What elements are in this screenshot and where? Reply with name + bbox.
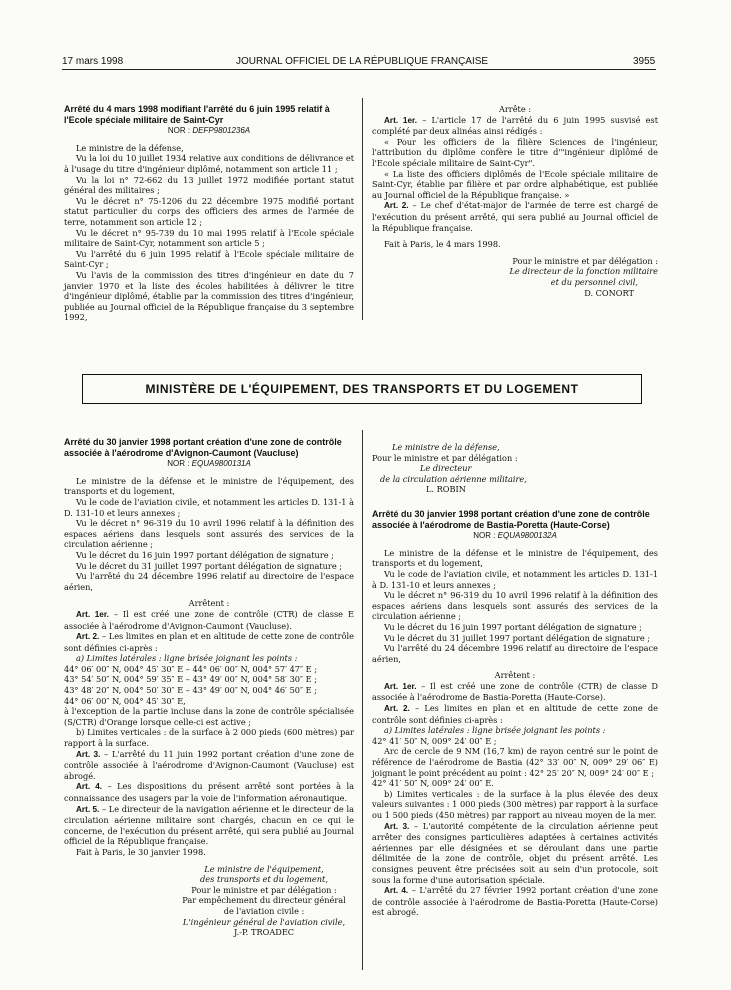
header-page-number: 3955: [633, 56, 656, 67]
article-2: [372, 200, 658, 233]
article-text: – Les limites en plan et en altitude de cette zone de contrôle sont définies ci-après :: [372, 703, 658, 725]
signature-line: Le directeur de la fonction militaire: [509, 266, 658, 277]
arrete-title: Arrêté du 4 mars 1998 modifiant l'arrêté du 6 juin 1995 relatif à l'Ecole spéciale militaire de Saint-Cyr: [64, 104, 330, 125]
article-label: Art. 3.: [76, 749, 101, 759]
ministry-banner-text: MINISTÈRE DE L'ÉQUIPEMENT, DES TRANSPORTS ET DU LOGEMENT: [145, 382, 579, 396]
article-label: Art. 2.: [384, 201, 409, 211]
limits-a: a) Limites latérales : ligne brisée joignant les points :: [76, 653, 298, 664]
paragraph: Vu le décret du 31 juillet 1997 portant délégation de signature ;: [384, 632, 651, 643]
nor-line: [64, 459, 354, 470]
article-1: [64, 609, 354, 631]
arrete-saint-cyr-right: [372, 104, 658, 298]
article-label: Art. 1er.: [384, 681, 417, 691]
signature-name: J.-P. TROADEC: [233, 927, 295, 938]
nor-code: EQUA9800131A: [191, 459, 251, 469]
paragraph: Vu la loi n° 72-662 du 13 juillet 1972 modifiée portant statut général des militaires ;: [64, 174, 354, 196]
article-4: [372, 885, 658, 918]
fait-line: Fait à Paris, le 4 mars 1998.: [384, 239, 501, 250]
signature-line: Pour le ministre et par délégation :: [372, 452, 518, 463]
signature-line: de la circulation aérienne militaire,: [380, 473, 527, 484]
signature-name: L. ROBIN: [426, 484, 466, 495]
fait-line: Fait à Paris, le 30 janvier 1998.: [76, 846, 206, 857]
ministry-banner: [82, 374, 642, 404]
signature-name: D. CONORT: [584, 287, 634, 298]
paragraph: Vu la loi du 10 juillet 1934 relative aux conditions de délivrance et à l'usage du titre d'ingénieur diplômé, notamment son article 11 ;: [64, 153, 354, 174]
paragraph: Vu le décret du 31 juillet 1997 portant délégation de signature ;: [76, 560, 343, 571]
header-journal-title: JOURNAL OFFICIEL DE LA RÉPUBLIQUE FRANÇAISE: [236, 56, 489, 67]
paragraph: Vu le décret n° 75-1206 du 22 décembre 1975 modifié portant statut particulier du corps des officiers des armes de l'armée de terre, notamment son article 12 ;: [64, 195, 354, 227]
coordinate-line: 43° 48′ 20″ N, 004° 50′ 30″ E – 43° 49′ 00″ N, 004° 46′ 50″ E ;: [64, 685, 318, 696]
arretent-label: Arrêtent :: [494, 670, 536, 681]
paragraph: Vu l'arrêté du 6 juin 1995 relatif à l'Ecole spéciale militaire de Saint-Cyr ;: [64, 248, 354, 270]
limits-b: b) Limites verticales : de la surface à la plus élevée des deux valeurs suivantes : 1 000 pieds (300 mètres) par rapport à la surface ou 1 500 pieds (450 mètres) par rapport au niveau moyen de la mer.: [372, 788, 658, 820]
nor-line: [372, 531, 658, 542]
article-text: – Le chef d'état-major de l'armée de terre est chargé de l'exécution du présent arrêté, qui sera publié au Journal officiel de la République française.: [372, 200, 658, 233]
article-text: – L'arrêté du 27 février 1992 portant création d'une zone de contrôle associée à l'aérodrome de Bastia-Poretta (Haute-Corse) est abrogé.: [372, 885, 658, 918]
quote-2: « La liste des officiers diplômés de l'Ecole spéciale militaire de Saint-Cyr, établie par filière et par ordre alphabétique, est publiée au Journal officiel de la République française. »: [372, 168, 658, 200]
defense-signature-block: [372, 442, 658, 495]
signature-line: L'ingénieur général de l'aviation civile,: [182, 916, 346, 927]
page-header: [0, 0, 731, 67]
paragraph: Vu le décret du 16 juin 1997 portant délégation de signature ;: [76, 549, 334, 560]
coordinate-line: 43° 54′ 50″ N, 004° 59′ 35″ E – 43° 49′ 00″ N, 004° 58′ 30″ E ;: [64, 674, 318, 685]
paragraph: Le ministre de la défense,: [76, 142, 184, 153]
arc-description: Arc de cercle de 9 NM (16,7 km) de rayon centré sur le point de référence de l'aérodrome de Bastia (42° 33′ 00″ N, 009° 29′ 06″ E) joignant le point précédent au point : 42° 25′ 20″ N, 009° 24′ 00″ E ;: [372, 746, 658, 778]
nor-code: DEFP9801236A: [192, 126, 251, 136]
article-label: Art. 2.: [384, 704, 410, 714]
article-text: – Les dispositions du présent arrêté sont portées à la connaissance des usagers par la voie de l'information aéronautique.: [64, 781, 354, 803]
arrete-avignon: [64, 437, 354, 938]
coordinate-line: 42° 41′ 50″ N, 009° 24′ 00″ E ;: [372, 735, 497, 746]
signature-line: et du personnel civil,: [550, 276, 638, 287]
article-2: [372, 703, 658, 725]
article-label: Art. 1er.: [384, 115, 418, 125]
quote-1: « Pour les officiers de la filière Sciences de l'ingénieur, l'attribution du diplôme confère le titre d'"ingénieur diplômé de l'Ecole spéciale militaire de Saint-Cyr".: [372, 136, 658, 168]
nor-line: [64, 126, 354, 137]
exception-text: à l'exception de la partie incluse dans la zone de contrôle spécialisée (S/CTR) d'Orange lorsque celle-ci est active ;: [64, 706, 354, 727]
article-label: Art. 1er.: [76, 609, 109, 619]
arrete-label: Arrête :: [498, 104, 532, 114]
paragraph: Vu le décret n° 96-319 du 10 avril 1996 relatif à la définition des espaces aériens dans lesquels sont assurés des services de la circulation aérienne ;: [372, 590, 658, 622]
paragraph: Vu le code de l'aviation civile, et notamment les articles D. 131-1 à D. 131-10 et leurs annexes ;: [372, 568, 658, 590]
article-text: – Il est créé une zone de contrôle (CTR) de classe D associée à l'aérodrome de Bastia-Poretta (Haute-Corse).: [372, 680, 658, 703]
paragraph: Le ministre de la défense et le ministre de l'équipement, des transports et du logement,: [372, 547, 658, 569]
coordinate-line: 44° 06′ 00″ N, 004° 45′ 30″ E,: [64, 695, 186, 706]
article-label: Art. 4.: [384, 886, 409, 896]
article-4: [64, 781, 354, 803]
signature-line: Pour le ministre et par délégation :: [191, 884, 337, 895]
arrete-title: Arrêté du 30 janvier 1998 portant création d'une zone de contrôle associée à l'aérodrome d'Avignon-Caumont (Vaucluse): [64, 437, 342, 458]
signature-line: des transports et du logement,: [200, 874, 328, 885]
signature-line: Le ministre de la défense,: [392, 442, 500, 452]
article-text: – L'autorité compétente de la circulation aérienne peut arrêter des consignes particulières adaptées à certaines activités aériennes par elle désignées et se déroulant dans une partie délimitée de la zone de contrôle, objet du présent arrêté. Les consignes peuvent être précisées soit au sein d'un protocole, soit sous la forme d'une autorisation spéciale.: [372, 820, 658, 885]
signature-line: Par empêchement du directeur général: [182, 895, 346, 906]
nor-label: NOR :: [167, 126, 191, 136]
article-text: – L'arrêté du 11 juin 1992 portant création d'une zone de contrôle associée à l'aérodrome d'Avignon-Caumont (Vaucluse) est abrogé.: [64, 748, 354, 781]
article-text: – L'article 17 de l'arrêté du 6 juin 1995 susvisé est complété par deux alinéas ainsi rédigés :: [372, 114, 658, 137]
coordinate-line: 42° 41′ 50″ N, 009° 24′ 00″ E.: [372, 778, 494, 789]
article-label: Art. 5.: [76, 804, 100, 814]
article-1: [372, 115, 658, 137]
column-divider-top: [362, 98, 363, 320]
article-3: [64, 749, 354, 782]
signature-line: Le ministre de l'équipement,: [204, 863, 324, 874]
nor-label: NOR :: [473, 531, 496, 541]
arrete-title: Arrêté du 30 janvier 1998 portant création d'une zone de contrôle associée à l'aérodrome de Bastia-Poretta (Haute-Corse): [372, 508, 650, 530]
header-date: 17 mars 1998: [62, 56, 124, 67]
paragraph: Vu le décret du 16 juin 1997 portant délégation de signature ;: [384, 621, 642, 632]
article-1: [372, 681, 658, 703]
article-label: Art. 3.: [384, 821, 410, 831]
paragraph: Vu l'arrêté du 24 décembre 1996 relatif au directoire de l'espace aérien,: [372, 643, 658, 664]
limits-a: a) Limites latérales : ligne brisée joignant les points :: [384, 725, 606, 736]
arretent-label: Arrêtent :: [188, 598, 230, 609]
article-label: Art. 4.: [76, 782, 103, 792]
paragraph: Vu l'arrêté du 24 décembre 1996 relatif au directoire de l'espace aérien,: [64, 571, 354, 592]
paragraph: Vu le décret n° 95-739 du 10 mai 1995 relatif à l'Ecole spéciale militaire de Saint-Cyr, notamment son article 5 ;: [64, 227, 354, 249]
paragraph: Vu l'avis de la commission des titres d'ingénieur en date du 7 janvier 1970 et la liste des écoles habilitées à délivrer le titre d'ingénieur diplômé, établie par la commission des titres d'ingénieur, publiée au Journal officiel de la République française du 3 septembre 1992,: [64, 269, 354, 323]
paragraph: Le ministre de la défense et le ministre de l'équipement, des transports et du logement,: [64, 475, 354, 497]
nor-code: EQUA9800132A: [497, 531, 557, 541]
limits-b: b) Limites verticales : de la surface à 2 000 pieds (600 mètres) par rapport à la surface.: [64, 727, 354, 749]
article-label: Art. 2.: [76, 632, 100, 642]
nor-label: NOR :: [167, 459, 190, 469]
article-3: [372, 821, 658, 886]
arrete-saint-cyr-left: [64, 104, 354, 323]
header-rule: [62, 69, 656, 70]
article-text: – Les limites en plan et en altitude de cette zone de contrôle sont définies ci-après :: [64, 631, 354, 653]
article-text: – Il est créé une zone de contrôle (CTR) de classe E associée à l'aérodrome d'Avignon-Caumont (Vaucluse).: [64, 608, 354, 631]
article-5: [64, 804, 354, 847]
article-2: [64, 631, 354, 653]
article-text: – Le directeur de la navigation aérienne et le directeur de la circulation aérienne militaire sont chargés, chacun en ce qui le concerne, de l'exécution du présent arrêté, qui sera publié au Journal officiel de la République française.: [64, 803, 354, 847]
signature-line: Le directeur: [420, 463, 472, 474]
signature-line: Pour le ministre et par délégation :: [512, 255, 658, 266]
paragraph: Vu le décret n° 96-319 du 10 avril 1996 relatif à la définition des espaces aériens dans lesquels sont assurés des services de la circulation aérienne ;: [64, 518, 354, 550]
paragraph: Vu le code de l'aviation civile, et notamment les articles D. 131-1 à D. 131-10 et leurs annexes ;: [64, 496, 354, 518]
signature-line: de l'aviation civile :: [223, 905, 305, 916]
column-divider-bottom: [362, 430, 363, 970]
coordinate-line: 44° 06′ 00″ N, 004° 45′ 30″ E – 44° 06′ 00″ N, 004° 57′ 47″ E ;: [64, 663, 318, 674]
arrete-bastia: [372, 442, 658, 918]
